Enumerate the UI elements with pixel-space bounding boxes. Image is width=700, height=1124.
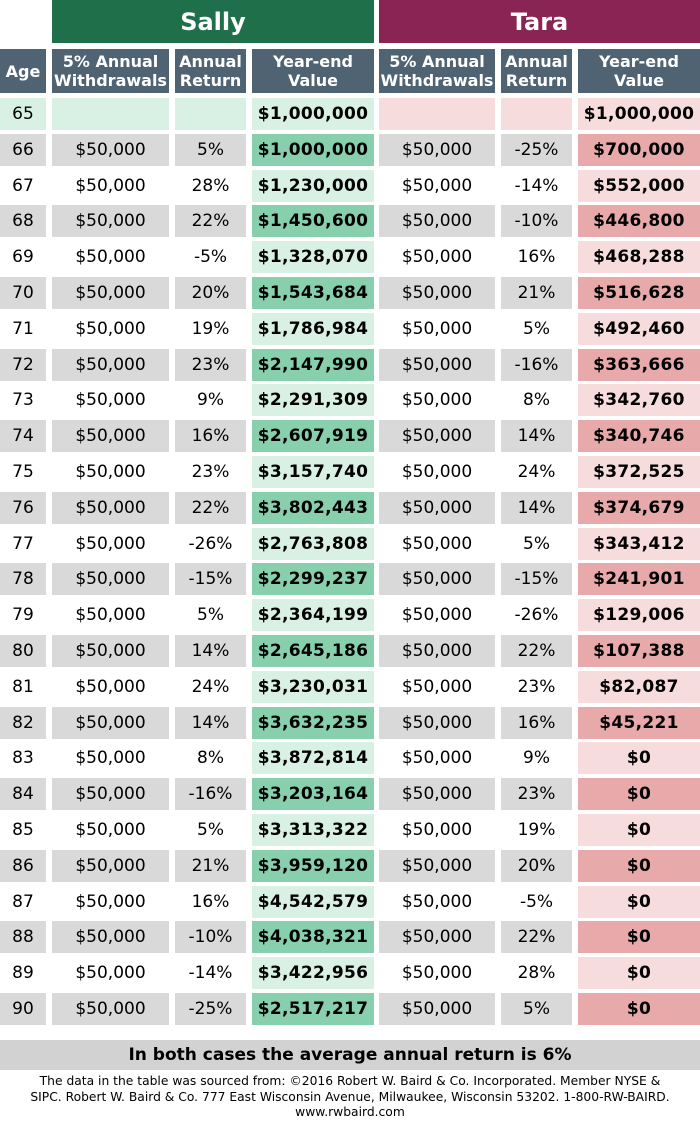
- sally-value-cell: $2,517,217: [252, 993, 374, 1025]
- sally-withdrawal-cell: $50,000: [52, 384, 169, 416]
- tara-return-cell: 5%: [501, 313, 572, 345]
- sally-withdrawal-cell: $50,000: [52, 205, 169, 237]
- tara-value-cell: $0: [578, 957, 700, 989]
- sally-withdrawal-cell: $50,000: [52, 778, 169, 810]
- tara-return-cell: 24%: [501, 456, 572, 488]
- age-cell: 80: [0, 635, 46, 667]
- age-cell: 75: [0, 456, 46, 488]
- sally-value-cell: $2,607,919: [252, 420, 374, 452]
- sally-withdrawal-cell: $50,000: [52, 599, 169, 631]
- tara-value-cell: $343,412: [578, 528, 700, 560]
- sally-value-cell: $2,364,199: [252, 599, 374, 631]
- tara-return-cell: 8%: [501, 384, 572, 416]
- tara-withdrawal-cell: $50,000: [379, 134, 495, 166]
- sally-value-header: [252, 49, 374, 93]
- sally-value-cell: $3,802,443: [252, 492, 374, 524]
- tara-return-cell: 28%: [501, 957, 572, 989]
- sally-return-cell: 8%: [175, 742, 246, 774]
- tara-value-cell: $516,628: [578, 277, 700, 309]
- source-note: [0, 1074, 700, 1121]
- sally-return-cell: [175, 98, 246, 130]
- sally-value-cell: $1,786,984: [252, 313, 374, 345]
- age-cell: 82: [0, 707, 46, 739]
- sally-value-cell: $3,872,814: [252, 742, 374, 774]
- tara-return-cell: -5%: [501, 886, 572, 918]
- sally-value-cell: $4,542,579: [252, 886, 374, 918]
- sally-value-cell: $3,632,235: [252, 707, 374, 739]
- sally-value-cell: $1,000,000: [252, 98, 374, 130]
- tara-withdrawal-cell: $50,000: [379, 420, 495, 452]
- tara-value-cell: $45,221: [578, 707, 700, 739]
- tara-value-cell: $0: [578, 850, 700, 882]
- tara-value-cell: $492,460: [578, 313, 700, 345]
- sally-withdrawal-cell: $50,000: [52, 635, 169, 667]
- sally-withdrawal-cell: $50,000: [52, 993, 169, 1025]
- age-cell: 73: [0, 384, 46, 416]
- sally-return-cell: 22%: [175, 492, 246, 524]
- age-cell: 85: [0, 814, 46, 846]
- tara-return-cell: 16%: [501, 241, 572, 273]
- sally-return-cell: 21%: [175, 850, 246, 882]
- sally-return-cell: 14%: [175, 635, 246, 667]
- sally-return-cell: 5%: [175, 134, 246, 166]
- sally-withdrawal-cell: $50,000: [52, 528, 169, 560]
- sally-value-cell: $1,450,600: [252, 205, 374, 237]
- tara-value-cell: $0: [578, 886, 700, 918]
- sally-return-cell: 16%: [175, 886, 246, 918]
- sally-withdrawal-cell: $50,000: [52, 742, 169, 774]
- age-cell: 68: [0, 205, 46, 237]
- sally-withdrawal-cell: $50,000: [52, 850, 169, 882]
- sally-withdrawals-header-line-1: 5% Annual: [62, 52, 159, 71]
- tara-value-cell: $552,000: [578, 170, 700, 202]
- sally-withdrawals-header: [52, 49, 169, 93]
- tara-return-header: [501, 49, 572, 93]
- tara-value-cell: $372,525: [578, 456, 700, 488]
- summary-bar: [0, 1040, 700, 1070]
- tara-withdrawals-header-line-2: Withdrawals: [380, 71, 494, 90]
- tara-return-cell: -25%: [501, 134, 572, 166]
- sally-withdrawal-cell: $50,000: [52, 313, 169, 345]
- tara-withdrawal-cell: $50,000: [379, 850, 495, 882]
- sally-withdrawal-cell: $50,000: [52, 277, 169, 309]
- tara-withdrawal-cell: $50,000: [379, 778, 495, 810]
- tara-return-cell: 9%: [501, 742, 572, 774]
- sally-value-cell: $3,230,031: [252, 671, 374, 703]
- age-cell: 79: [0, 599, 46, 631]
- tara-withdrawal-cell: $50,000: [379, 313, 495, 345]
- age-cell: 67: [0, 170, 46, 202]
- sally-return-cell: -26%: [175, 528, 246, 560]
- tara-value-cell: $340,746: [578, 420, 700, 452]
- age-cell: 81: [0, 671, 46, 703]
- age-cell: 65: [0, 98, 46, 130]
- tara-value-cell: $446,800: [578, 205, 700, 237]
- tara-return-header-line-2: Return: [505, 71, 568, 90]
- tara-withdrawal-cell: $50,000: [379, 456, 495, 488]
- tara-withdrawals-header: [379, 49, 495, 93]
- age-cell: 77: [0, 528, 46, 560]
- sally-withdrawal-cell: $50,000: [52, 456, 169, 488]
- tara-value-cell: $0: [578, 814, 700, 846]
- sally-value-cell: $1,000,000: [252, 134, 374, 166]
- tara-return-cell: 21%: [501, 277, 572, 309]
- sally-withdrawal-cell: [52, 98, 169, 130]
- sally-withdrawal-cell: $50,000: [52, 921, 169, 953]
- sally-return-cell: 5%: [175, 814, 246, 846]
- tara-return-cell: 5%: [501, 993, 572, 1025]
- tara-value-cell: $241,901: [578, 563, 700, 595]
- age-cell: 88: [0, 921, 46, 953]
- tara-withdrawal-cell: [379, 98, 495, 130]
- sally-return-header: [175, 49, 246, 93]
- sally-return-cell: 14%: [175, 707, 246, 739]
- tara-value-cell: $363,666: [578, 349, 700, 381]
- tara-withdrawal-cell: $50,000: [379, 277, 495, 309]
- age-cell: 83: [0, 742, 46, 774]
- sally-return-cell: -25%: [175, 993, 246, 1025]
- tara-header: Tara: [379, 0, 700, 43]
- tara-value-cell: $82,087: [578, 671, 700, 703]
- sally-header: Sally: [52, 0, 374, 43]
- sally-return-header-line-2: Return: [179, 71, 242, 90]
- tara-return-cell: 20%: [501, 850, 572, 882]
- tara-value-cell: $0: [578, 778, 700, 810]
- sally-value-cell: $1,230,000: [252, 170, 374, 202]
- age-cell: 84: [0, 778, 46, 810]
- tara-return-cell: 23%: [501, 778, 572, 810]
- source-line-2: SIPC. Robert W. Baird & Co. 777 East Wisconsin Avenue, Milwaukee, Wisconsin 53202. 1-800-RW-BAIRD.: [30, 1089, 670, 1104]
- tara-return-cell: 14%: [501, 492, 572, 524]
- age-cell: 90: [0, 993, 46, 1025]
- sally-return-cell: 24%: [175, 671, 246, 703]
- sally-return-cell: 23%: [175, 456, 246, 488]
- sally-value-cell: $1,543,684: [252, 277, 374, 309]
- sally-value-cell: $1,328,070: [252, 241, 374, 273]
- sally-withdrawal-cell: $50,000: [52, 886, 169, 918]
- tara-value-cell: $700,000: [578, 134, 700, 166]
- sally-return-cell: 20%: [175, 277, 246, 309]
- sally-value-cell: $3,959,120: [252, 850, 374, 882]
- sally-value-header-line-2: Value: [287, 71, 339, 90]
- tara-withdrawal-cell: $50,000: [379, 563, 495, 595]
- tara-return-cell: -16%: [501, 349, 572, 381]
- sally-return-cell: 22%: [175, 205, 246, 237]
- age-cell: 78: [0, 563, 46, 595]
- sally-value-cell: $3,313,322: [252, 814, 374, 846]
- tara-value-header: [578, 49, 700, 93]
- tara-withdrawal-cell: $50,000: [379, 993, 495, 1025]
- sally-value-cell: $2,299,237: [252, 563, 374, 595]
- tara-value-cell: $374,679: [578, 492, 700, 524]
- summary-text: In both cases the average annual return is 6%: [128, 1045, 572, 1065]
- age-cell: 72: [0, 349, 46, 381]
- tara-withdrawal-cell: $50,000: [379, 492, 495, 524]
- age-cell: 86: [0, 850, 46, 882]
- source-line-3: www.rwbaird.com: [295, 1105, 405, 1119]
- tara-return-cell: -10%: [501, 205, 572, 237]
- tara-return-header-line-1: Annual: [505, 52, 568, 71]
- sally-withdrawals-header-line-2: Withdrawals: [54, 71, 167, 90]
- source-line-1: The data in the table was sourced from: ©2016 Robert W. Baird & Co. Incorporated. Member NYSE &: [39, 1074, 661, 1088]
- sally-return-cell: -16%: [175, 778, 246, 810]
- tara-withdrawal-cell: $50,000: [379, 241, 495, 273]
- sally-withdrawal-cell: $50,000: [52, 707, 169, 739]
- tara-return-cell: 22%: [501, 921, 572, 953]
- tara-return-cell: 23%: [501, 671, 572, 703]
- sally-value-cell: $3,203,164: [252, 778, 374, 810]
- tara-withdrawal-cell: $50,000: [379, 886, 495, 918]
- tara-value-cell: $0: [578, 993, 700, 1025]
- tara-withdrawal-cell: $50,000: [379, 921, 495, 953]
- age-cell: 69: [0, 241, 46, 273]
- tara-withdrawal-cell: $50,000: [379, 599, 495, 631]
- tara-value-cell: $0: [578, 921, 700, 953]
- tara-withdrawal-cell: $50,000: [379, 349, 495, 381]
- age-cell: 74: [0, 420, 46, 452]
- sally-return-cell: 23%: [175, 349, 246, 381]
- sally-return-cell: -5%: [175, 241, 246, 273]
- sally-withdrawal-cell: $50,000: [52, 814, 169, 846]
- sally-withdrawal-cell: $50,000: [52, 492, 169, 524]
- sally-return-cell: 28%: [175, 170, 246, 202]
- tara-withdrawal-cell: $50,000: [379, 742, 495, 774]
- sally-value-cell: $2,291,309: [252, 384, 374, 416]
- sally-value-cell: $2,763,808: [252, 528, 374, 560]
- sally-return-cell: 9%: [175, 384, 246, 416]
- age-cell: 87: [0, 886, 46, 918]
- tara-return-cell: [501, 98, 572, 130]
- sally-value-cell: $3,422,956: [252, 957, 374, 989]
- sally-value-cell: $2,147,990: [252, 349, 374, 381]
- sally-withdrawal-cell: $50,000: [52, 349, 169, 381]
- tara-value-cell: $342,760: [578, 384, 700, 416]
- tara-return-cell: 22%: [501, 635, 572, 667]
- sally-withdrawal-cell: $50,000: [52, 420, 169, 452]
- sally-return-cell: -10%: [175, 921, 246, 953]
- sally-return-cell: 16%: [175, 420, 246, 452]
- tara-value-cell: $0: [578, 742, 700, 774]
- age-cell: 76: [0, 492, 46, 524]
- sally-return-cell: -14%: [175, 957, 246, 989]
- tara-withdrawal-cell: $50,000: [379, 957, 495, 989]
- sally-return-cell: 19%: [175, 313, 246, 345]
- sally-withdrawal-cell: $50,000: [52, 134, 169, 166]
- tara-return-cell: -14%: [501, 170, 572, 202]
- sally-withdrawal-cell: $50,000: [52, 957, 169, 989]
- tara-withdrawal-cell: $50,000: [379, 205, 495, 237]
- sally-withdrawal-cell: $50,000: [52, 563, 169, 595]
- sally-withdrawal-cell: $50,000: [52, 170, 169, 202]
- sally-return-header-line-1: Annual: [179, 52, 242, 71]
- tara-value-header-line-1: Year-end: [599, 52, 679, 71]
- age-cell: 71: [0, 313, 46, 345]
- sally-value-cell: $4,038,321: [252, 921, 374, 953]
- age-cell: 70: [0, 277, 46, 309]
- sally-return-cell: 5%: [175, 599, 246, 631]
- tara-value-cell: $1,000,000: [578, 98, 700, 130]
- tara-withdrawal-cell: $50,000: [379, 671, 495, 703]
- tara-withdrawal-cell: $50,000: [379, 707, 495, 739]
- tara-return-cell: 19%: [501, 814, 572, 846]
- tara-return-cell: -26%: [501, 599, 572, 631]
- tara-value-header-line-2: Value: [613, 71, 665, 90]
- age-header: Age: [0, 49, 46, 93]
- sally-value-cell: $2,645,186: [252, 635, 374, 667]
- tara-value-cell: $107,388: [578, 635, 700, 667]
- tara-return-cell: 14%: [501, 420, 572, 452]
- tara-withdrawal-cell: $50,000: [379, 814, 495, 846]
- tara-withdrawal-cell: $50,000: [379, 384, 495, 416]
- age-cell: 66: [0, 134, 46, 166]
- age-cell: 89: [0, 957, 46, 989]
- tara-withdrawals-header-line-1: 5% Annual: [389, 52, 485, 71]
- tara-return-cell: 5%: [501, 528, 572, 560]
- sally-value-cell: $3,157,740: [252, 456, 374, 488]
- sally-value-header-line-1: Year-end: [273, 52, 353, 71]
- sally-return-cell: -15%: [175, 563, 246, 595]
- tara-value-cell: $129,006: [578, 599, 700, 631]
- tara-withdrawal-cell: $50,000: [379, 528, 495, 560]
- sally-withdrawal-cell: $50,000: [52, 241, 169, 273]
- tara-return-cell: -15%: [501, 563, 572, 595]
- tara-return-cell: 16%: [501, 707, 572, 739]
- tara-withdrawal-cell: $50,000: [379, 170, 495, 202]
- sally-withdrawal-cell: $50,000: [52, 671, 169, 703]
- tara-withdrawal-cell: $50,000: [379, 635, 495, 667]
- tara-value-cell: $468,288: [578, 241, 700, 273]
